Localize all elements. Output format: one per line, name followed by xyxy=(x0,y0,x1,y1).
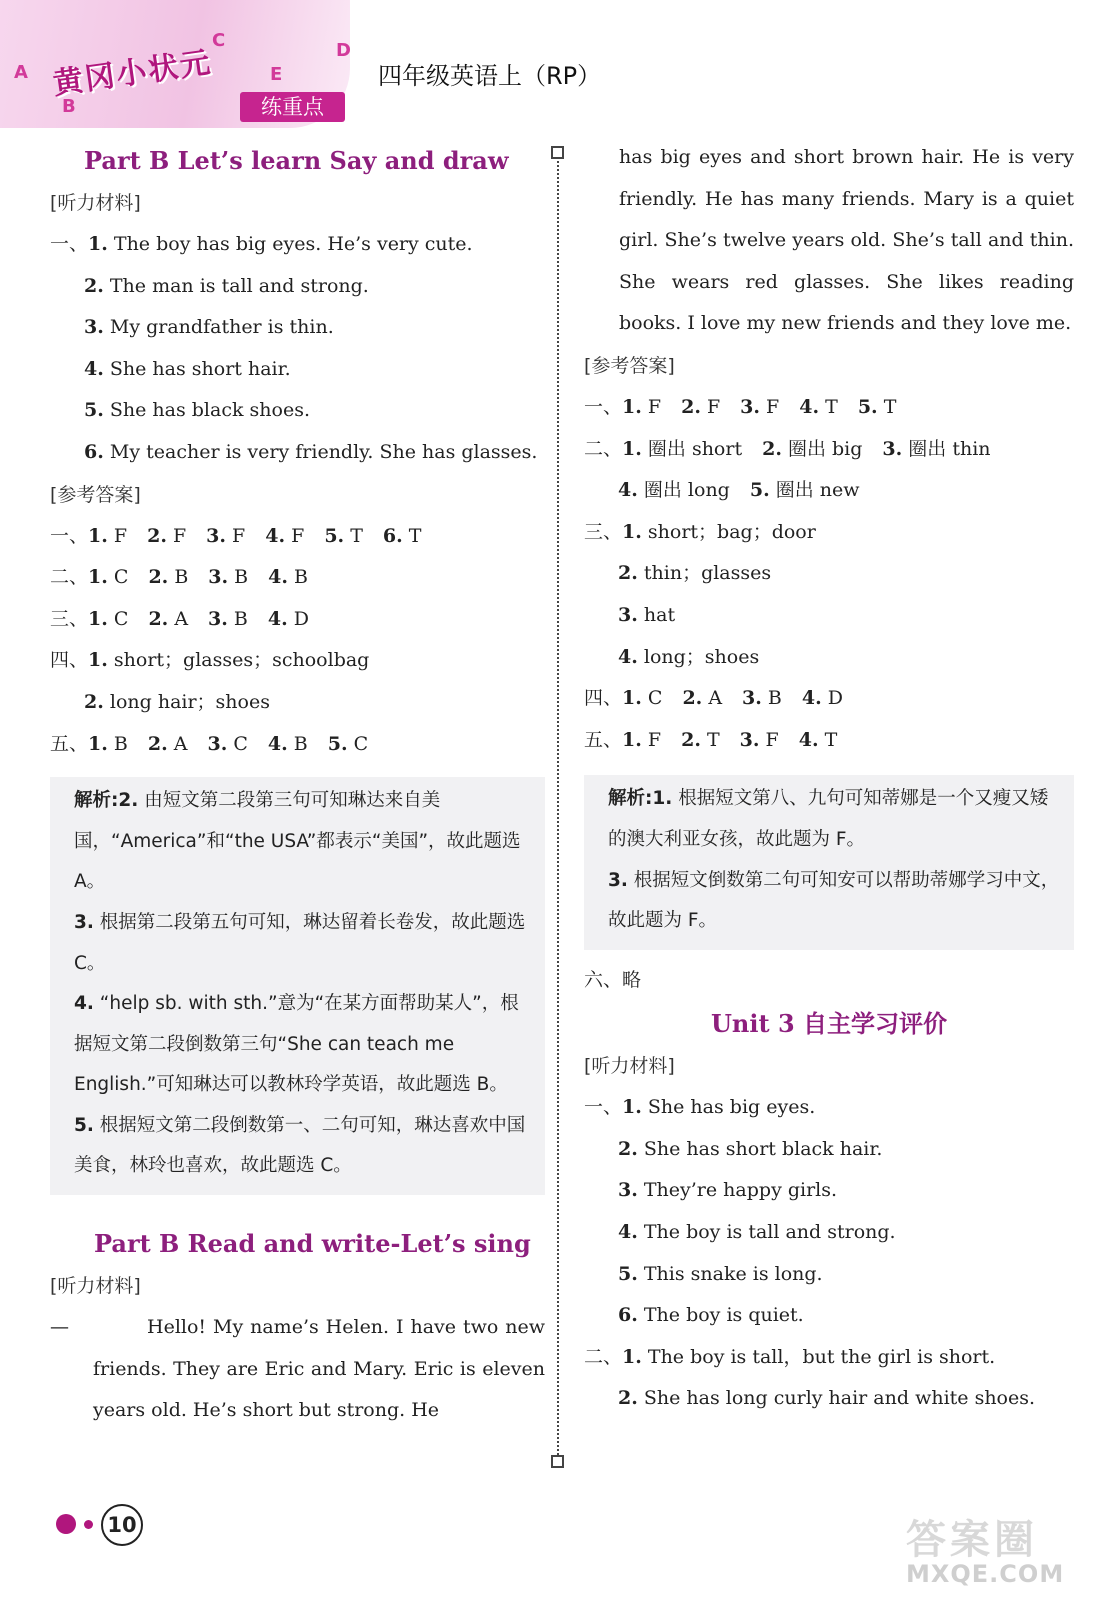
listening-list xyxy=(584,1087,1074,1337)
item-answer: C xyxy=(107,607,129,630)
item-number: 4. xyxy=(799,395,820,418)
answer-list xyxy=(584,720,1074,762)
answer-item xyxy=(148,566,188,588)
item-number: 5. xyxy=(324,524,345,547)
item-answer: F xyxy=(760,395,780,418)
item-number: 2. xyxy=(681,395,701,418)
answer-item xyxy=(618,479,730,501)
listening-list xyxy=(584,1337,1074,1420)
listening-label: [听力材料] xyxy=(50,1275,141,1298)
banner-letter: A xyxy=(14,62,28,83)
item-number: 1. xyxy=(88,732,108,755)
banner-letter: D xyxy=(336,40,351,61)
answer-item xyxy=(799,729,838,751)
answer-item xyxy=(762,438,862,460)
item-answer: F xyxy=(107,524,128,547)
item-answer: A xyxy=(168,607,189,630)
item-number: 1. xyxy=(622,1345,642,1368)
section-six: 六、略 xyxy=(584,968,642,991)
answer-item xyxy=(802,687,843,709)
analysis-text: “help sb. with sth.”意为“在某方面帮助某人”，根据短文第二段倒数第三句“She can teach me English.”可知琳达可以教林玲学英语，故此题选 B。 xyxy=(74,993,519,1096)
item-number: 4. xyxy=(265,524,286,547)
answer-row xyxy=(584,470,1074,512)
item-prefix: 一、 xyxy=(50,524,89,547)
answer-item xyxy=(740,396,779,418)
list-item xyxy=(50,682,545,724)
item-text: She has big eyes. xyxy=(641,1096,816,1119)
item-prefix: 二、 xyxy=(584,1345,623,1368)
answer-item xyxy=(622,729,661,751)
banner-letter: B xyxy=(62,96,76,117)
item-answer: C xyxy=(107,566,129,589)
right-column xyxy=(584,137,1074,1420)
list-item xyxy=(50,432,545,474)
watermark-logo: 答案圈 xyxy=(906,1517,1038,1563)
brand-logo: 黄冈小状元 xyxy=(50,45,215,102)
item-number: 1. xyxy=(622,520,642,543)
footer-dot xyxy=(56,1514,76,1534)
list-item xyxy=(50,390,545,432)
item-answer: T xyxy=(344,524,363,547)
list-item xyxy=(584,637,1074,679)
item-number: 3. xyxy=(208,566,229,589)
item-answer: 圈出 new xyxy=(769,479,860,502)
passage-dash: — xyxy=(50,1316,69,1339)
list-item xyxy=(584,595,1074,637)
item-answer: A xyxy=(167,732,188,755)
item-number: 解析:1. xyxy=(608,788,673,810)
item-number: 2. xyxy=(148,607,169,630)
item-number: 3. xyxy=(618,1179,638,1202)
item-prefix: 二、 xyxy=(584,437,623,460)
item-answer: B xyxy=(288,566,309,589)
item-number: 4. xyxy=(74,993,94,1015)
list-item xyxy=(584,1170,1074,1212)
item-text: She has short black hair. xyxy=(637,1137,883,1160)
item-number: 1. xyxy=(622,1096,642,1119)
item-text: My teacher is very friendly. She has glasses. xyxy=(103,440,538,463)
answer-item xyxy=(265,525,304,547)
item-answer: T xyxy=(819,395,838,418)
item-number: 6. xyxy=(618,1304,638,1327)
item-number: 5. xyxy=(857,395,878,418)
item-prefix: 三、 xyxy=(584,520,623,543)
item-answer: F xyxy=(700,395,721,418)
analysis-text: 根据短文第八、九句可知蒂娜是一个又瘦又矮的澳大利亚女孩，故此题为 F。 xyxy=(608,788,1049,850)
answer-item xyxy=(208,608,248,630)
answer-item xyxy=(622,687,662,709)
item-answer: 圈出 thin xyxy=(902,437,991,460)
answer-row xyxy=(50,516,545,558)
passage-text: Hello! My name’s Helen. I have two new friends. They are Eric and Mary. Eric is eleven years old. He’s short but strong. He xyxy=(93,1316,545,1422)
item-prefix: 五、 xyxy=(584,728,623,751)
item-text: They’re happy girls. xyxy=(637,1179,838,1202)
section-title: Part B Read and write-Let’s sing xyxy=(94,1229,531,1259)
page-number: 10 xyxy=(101,1504,143,1546)
answer-list xyxy=(584,678,1074,720)
list-item xyxy=(584,1129,1074,1171)
answer-row xyxy=(584,720,1074,762)
answer-item xyxy=(88,525,127,547)
list-item xyxy=(50,307,545,349)
item-text: The boy is quiet. xyxy=(637,1304,804,1327)
item-answer: C xyxy=(347,732,369,755)
analysis-box xyxy=(50,777,545,1195)
item-number: 3. xyxy=(739,728,760,751)
banner-letter: E xyxy=(270,64,283,85)
item-answer: 圈出 big xyxy=(781,437,863,460)
item-number: 1. xyxy=(622,395,642,418)
list-item xyxy=(584,1212,1074,1254)
answer-row xyxy=(50,557,545,599)
item-answer: D xyxy=(287,607,310,630)
item-text: The man is tall and strong. xyxy=(103,274,369,297)
item-number: 5. xyxy=(618,1262,638,1285)
answer-item xyxy=(148,733,188,755)
item-answer: B xyxy=(168,566,189,589)
item-number: 3. xyxy=(206,524,227,547)
item-answer: B xyxy=(287,732,308,755)
analysis-paragraph xyxy=(608,779,1062,860)
answer-item xyxy=(622,396,661,418)
item-number: 2. xyxy=(681,728,701,751)
item-number: 2. xyxy=(147,524,167,547)
answer-item xyxy=(882,438,990,460)
item-number: 4. xyxy=(84,357,104,380)
item-answer: B xyxy=(107,732,128,755)
item-number: 3. xyxy=(84,316,104,339)
section-tag: 练重点 xyxy=(240,92,345,122)
unit-title: Unit 3 自主学习评价 xyxy=(711,1009,947,1039)
answer-item xyxy=(750,479,860,501)
item-prefix: 四、 xyxy=(584,687,623,710)
item-number: 1. xyxy=(622,687,642,710)
list-item xyxy=(584,1295,1074,1337)
item-number: 6. xyxy=(382,524,403,547)
item-text: This snake is long. xyxy=(637,1262,823,1285)
list-item xyxy=(584,1254,1074,1296)
list-item xyxy=(584,553,1074,595)
item-text: She has black shoes. xyxy=(103,399,310,422)
answer-item xyxy=(206,525,245,547)
answer-item xyxy=(88,733,128,755)
analysis-paragraph xyxy=(608,861,1062,942)
answer-item xyxy=(682,687,722,709)
item-number: 3. xyxy=(207,732,228,755)
analysis-paragraph xyxy=(74,1106,533,1187)
answer-item xyxy=(742,687,782,709)
listening-label: [听力材料] xyxy=(584,1055,675,1078)
item-answer: B xyxy=(228,566,249,589)
item-number: 2. xyxy=(618,562,638,585)
item-text: She has long curly hair and white shoes. xyxy=(637,1387,1036,1410)
item-number: 3. xyxy=(618,603,638,626)
answer-list xyxy=(50,516,545,641)
answer-item xyxy=(681,396,720,418)
item-answer: A xyxy=(702,687,723,710)
item-number: 2. xyxy=(618,1137,638,1160)
analysis-paragraph xyxy=(74,984,533,1106)
item-number: 5. xyxy=(749,479,770,502)
item-number: 3. xyxy=(608,869,628,891)
answer-row xyxy=(584,387,1074,429)
answer-item xyxy=(148,608,188,630)
item-number: 1. xyxy=(88,607,108,630)
answer-list xyxy=(584,387,1074,429)
divider-marker xyxy=(551,1455,564,1468)
item-text: thin；glasses xyxy=(637,562,772,585)
item-prefix: 二、 xyxy=(50,566,89,589)
item-prefix: 三、 xyxy=(50,607,89,630)
item-number: 4. xyxy=(267,607,288,630)
answers-label: [参考答案] xyxy=(50,483,141,506)
answer-item xyxy=(268,733,308,755)
list-item xyxy=(584,1087,1074,1129)
item-number: 4. xyxy=(267,732,288,755)
answer-list xyxy=(50,724,545,766)
item-answer: 圈出 short xyxy=(641,437,743,460)
item-answer: F xyxy=(641,728,662,751)
item-number: 1. xyxy=(88,233,108,255)
answer-item xyxy=(383,525,422,547)
answers-label: [参考答案] xyxy=(584,354,675,377)
list-item xyxy=(584,1378,1074,1420)
analysis-text: 根据第二段第五句可知，琳达留着长卷发，故此题选 C。 xyxy=(74,911,526,974)
answer-item xyxy=(324,525,363,547)
list-item xyxy=(584,1337,1074,1379)
item-answer: T xyxy=(402,524,422,547)
analysis-text: 根据短文第二段倒数第一、二句可知，琳达喜欢中国美食，林玲也喜欢，故此题选 C。 xyxy=(74,1114,526,1177)
answer-item xyxy=(147,525,186,547)
item-number: 4. xyxy=(798,728,819,751)
item-number: 3. xyxy=(74,911,94,933)
item-number: 1. xyxy=(88,566,108,589)
answer-item xyxy=(268,566,308,588)
item-number: 4. xyxy=(268,566,288,589)
item-answer: 圈出 long xyxy=(637,479,730,502)
item-answer: F xyxy=(285,524,305,547)
item-text: The boy is tall and strong. xyxy=(637,1221,896,1244)
item-number: 2. xyxy=(682,687,703,710)
answer-item xyxy=(799,396,838,418)
item-answer: T xyxy=(818,728,838,751)
item-answer: F xyxy=(226,524,246,547)
list-item xyxy=(50,349,545,391)
item-number: 5. xyxy=(74,1114,94,1136)
answer-item xyxy=(622,438,742,460)
item-number: 2. xyxy=(84,274,104,297)
item-text: My grandfather is thin. xyxy=(103,316,334,339)
item-answer: B xyxy=(227,607,248,630)
item-text: hat xyxy=(637,603,676,626)
divider-marker xyxy=(551,146,564,159)
passage-continued: has big eyes and short brown hair. He is very friendly. He has many friends. Mary is a quiet girl. She’s twelve years old. She’s tall and thin. She wears red glasses. She likes reading books. I love my new friends and they love me. xyxy=(619,146,1074,335)
item-answer: B xyxy=(761,687,782,710)
answer-item xyxy=(268,608,309,630)
listening-list xyxy=(50,224,545,474)
item-answer: F xyxy=(759,728,779,751)
item-number: 1. xyxy=(88,649,108,672)
answer-item xyxy=(208,566,248,588)
item-text: long；shoes xyxy=(637,645,760,668)
answer-list xyxy=(584,429,1074,512)
answer-item xyxy=(88,566,128,588)
item-answer: F xyxy=(166,524,187,547)
item-number: 1. xyxy=(622,437,642,460)
item-text: short；bag；door xyxy=(641,520,816,543)
item-answer: T xyxy=(877,395,897,418)
item-number: 5. xyxy=(327,732,348,755)
item-number: 2. xyxy=(148,566,169,589)
item-text: The boy has big eyes. He’s very cute. xyxy=(107,233,473,255)
listening-label: [听力材料] xyxy=(50,192,141,214)
answer-item xyxy=(858,396,897,418)
item-number: 6. xyxy=(84,440,104,463)
answer-row xyxy=(50,724,545,766)
item-text: She has short hair. xyxy=(103,357,291,380)
item-number: 4. xyxy=(618,645,638,668)
list-item xyxy=(584,512,1074,554)
answer-item xyxy=(88,608,128,630)
item-text: short；glasses；schoolbag xyxy=(107,649,370,672)
item-answer: C xyxy=(641,687,663,710)
item-number: 4. xyxy=(618,1221,638,1244)
analysis-paragraph xyxy=(74,781,533,903)
answer-row xyxy=(584,678,1074,720)
item-answer: F xyxy=(641,395,662,418)
item-number: 4. xyxy=(801,687,822,710)
answer-item xyxy=(207,733,247,755)
item-text: long hair；shoes xyxy=(103,690,270,713)
item-prefix: 一、 xyxy=(584,1096,623,1119)
list-item xyxy=(50,640,545,682)
answer-row xyxy=(50,599,545,641)
item-answer: T xyxy=(700,728,720,751)
answer-item xyxy=(681,729,720,751)
item-prefix: 一、 xyxy=(50,233,89,255)
item-answer: C xyxy=(227,732,248,755)
item-number: 2. xyxy=(762,437,782,460)
item-number: 3. xyxy=(208,607,228,630)
analysis-paragraph xyxy=(74,903,533,984)
page-title: 四年级英语上（RP） xyxy=(378,62,602,90)
answer-list xyxy=(584,512,1074,678)
item-number: 2. xyxy=(147,732,168,755)
item-answer: D xyxy=(821,687,844,710)
item-number: 3. xyxy=(882,437,903,460)
answer-list xyxy=(50,640,545,723)
section-title: Part B Let’s learn Say and draw xyxy=(84,146,509,175)
watermark: MXQE.COM xyxy=(906,1560,1065,1588)
item-number: 2. xyxy=(618,1387,638,1410)
list-item xyxy=(50,266,545,308)
banner-letter: C xyxy=(212,30,226,51)
column-divider xyxy=(557,150,559,1462)
list-item xyxy=(50,224,545,266)
item-prefix: 一、 xyxy=(584,395,623,418)
footer-dot xyxy=(84,1520,93,1529)
analysis-box xyxy=(584,775,1074,949)
analysis-text: 根据短文倒数第二句可知安可以帮助蒂娜学习中文，故此题为 F。 xyxy=(608,869,1060,932)
item-number: 1. xyxy=(88,524,108,547)
item-number: 解析:2. xyxy=(74,790,139,812)
answer-row xyxy=(584,429,1074,471)
analysis-text: 由短文第二段第三句可知琳达来自美国，“America”和“the USA”都表示“美国”，故此题选 A。 xyxy=(74,790,521,893)
item-number: 2. xyxy=(84,690,104,713)
listening-passage xyxy=(50,1307,545,1432)
item-number: 3. xyxy=(740,395,761,418)
item-number: 1. xyxy=(622,728,642,751)
answer-item xyxy=(328,733,368,755)
item-prefix: 五、 xyxy=(50,732,89,755)
item-number: 5. xyxy=(84,399,104,422)
answer-item xyxy=(740,729,779,751)
left-column xyxy=(50,140,545,1432)
item-number: 3. xyxy=(742,687,762,710)
item-text: The boy is tall，but the girl is short. xyxy=(641,1345,996,1368)
item-prefix: 四、 xyxy=(50,649,89,672)
item-number: 4. xyxy=(618,479,638,502)
